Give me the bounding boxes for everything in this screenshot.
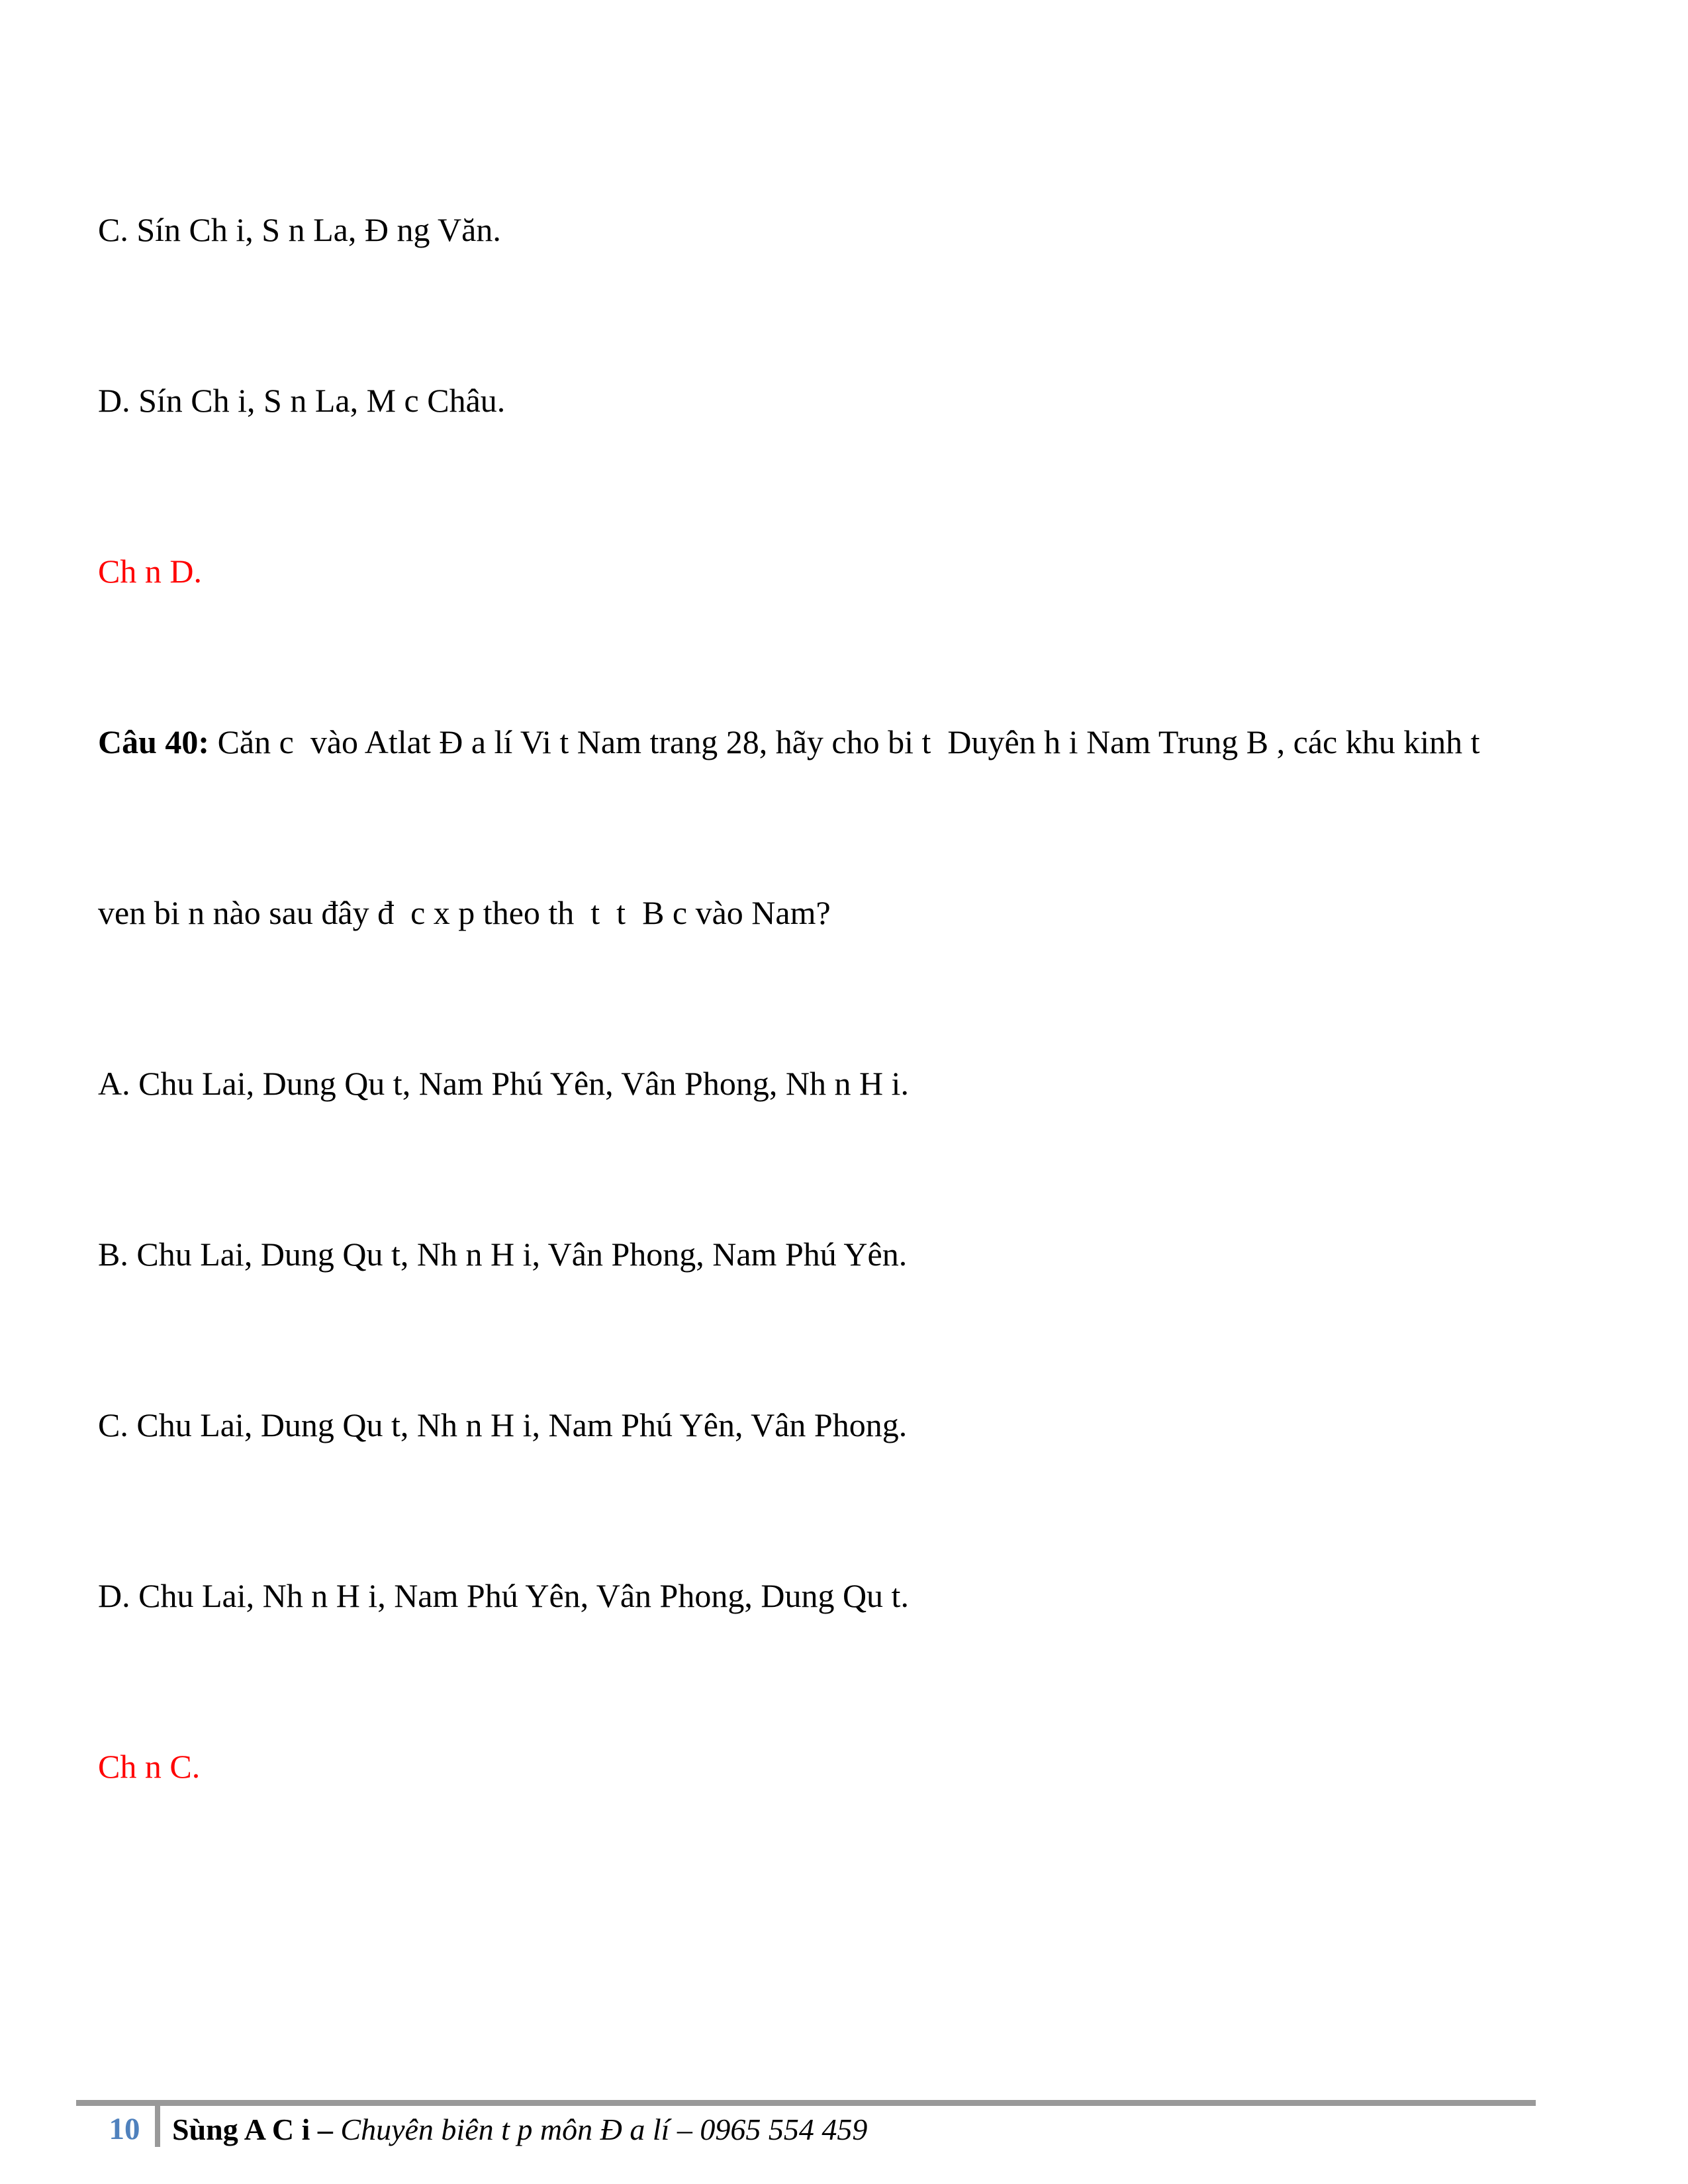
footer-horizontal-rule xyxy=(76,2100,1536,2106)
question-40-label: Câu 40: xyxy=(98,723,210,760)
question-block xyxy=(98,87,1480,1909)
question-40-option-b: B. Chu Lai, Dung Qu t, Nh n H i, Vân Phong, Nam Phú Yên. xyxy=(98,1236,908,1273)
question-40-answer: Ch n C. xyxy=(98,1748,201,1785)
footer-tagline: Chuyên biên t p môn Đ a lí – 0965 554 459 xyxy=(340,2113,868,2146)
footer-separator-bar xyxy=(155,2106,160,2147)
prev-question-answer: Ch n D. xyxy=(98,553,202,590)
question-40-option-d: D. Chu Lai, Nh n H i, Nam Phú Yên, Vân Phong, Dung Qu t. xyxy=(98,1577,909,1614)
prev-question-option-d: D. Sín Ch i, S n La, M c Châu. xyxy=(98,382,506,419)
question-40-line-2: ven bi n nào sau đây đ c x p theo th t t B c vào Nam? xyxy=(98,894,831,931)
prev-question-option-c: C. Sín Ch i, S n La, Đ ng Văn. xyxy=(98,211,501,248)
question-40-option-a: A. Chu Lai, Dung Qu t, Nam Phú Yên, Vân Phong, Nh n H i. xyxy=(98,1065,909,1102)
footer-author: Sùng A C i – xyxy=(172,2113,341,2146)
question-40-text: Căn c vào Atlat Đ a lí Vi t Nam trang 28, hãy cho bi t Duyên h i Nam Trung B , các khu kinh t xyxy=(209,723,1480,760)
page-number: 10 xyxy=(109,2112,140,2146)
footer-text xyxy=(172,2113,867,2148)
question-40-option-c: C. Chu Lai, Dung Qu t, Nh n H i, Nam Phú Yên, Vân Phong. xyxy=(98,1406,908,1443)
question-40-line-1 xyxy=(98,713,1480,770)
